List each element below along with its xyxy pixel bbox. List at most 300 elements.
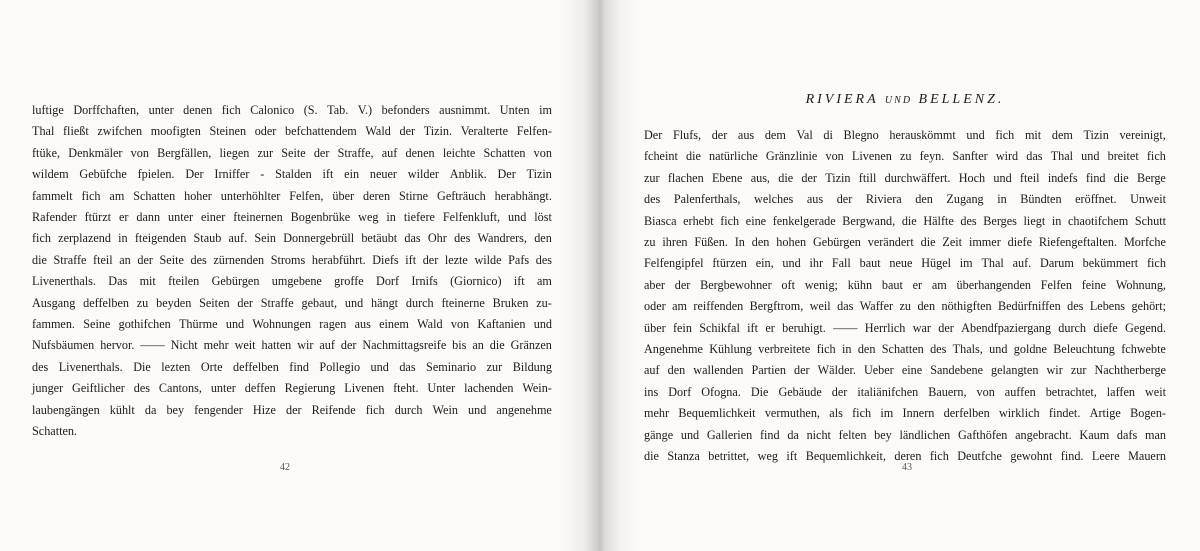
word: Gebürgen (211, 274, 260, 289)
text-line (644, 275, 1166, 296)
word: neue (889, 256, 913, 271)
word: des (190, 252, 207, 267)
word: aus (354, 317, 371, 332)
word: moofigten (150, 124, 201, 139)
word: auf. (228, 231, 248, 246)
word: Pafs (508, 252, 530, 267)
word: Bündten (1020, 192, 1062, 207)
word: betrachtet, (1045, 384, 1097, 399)
word: tiefere (403, 210, 435, 225)
word: auf. (1012, 256, 1032, 271)
word: einer (200, 210, 226, 225)
word: zur (486, 359, 503, 374)
word: herauskömmt (889, 128, 956, 142)
word: das (399, 359, 416, 374)
word: Kaum (1079, 427, 1110, 442)
word: herabführt. (311, 252, 366, 267)
word: Der (185, 167, 204, 182)
word: Irniffer (214, 167, 250, 182)
word: ftill (858, 170, 877, 185)
word: Der (497, 167, 516, 182)
word: Bruken (492, 295, 529, 310)
text-line (32, 314, 552, 335)
word: zu (644, 235, 656, 250)
word: ift (786, 449, 798, 464)
word: Riviera (865, 192, 902, 207)
word: fließt (63, 124, 89, 139)
word: von (450, 317, 470, 332)
word: oder (254, 124, 277, 139)
word: Thals, (952, 342, 983, 357)
word: indefs (1047, 170, 1078, 185)
word: italiänifchen (857, 384, 919, 399)
word: natürliche (709, 149, 758, 164)
word: die (901, 213, 917, 228)
word: aus (806, 192, 824, 207)
word: Reifende (311, 402, 356, 417)
word: Gebäude (778, 384, 822, 399)
word: Beleuchtung (1053, 342, 1115, 357)
word: zur (257, 145, 274, 160)
word: den (915, 192, 933, 207)
word: unter (148, 103, 174, 117)
word: Tizin. (423, 124, 453, 139)
text-line (644, 168, 1166, 189)
word: Ofogna. (701, 384, 741, 399)
word: in (997, 192, 1007, 207)
word: den (917, 299, 936, 314)
text-line (644, 146, 1166, 167)
word: Stroms (270, 252, 306, 267)
word: baut (881, 277, 903, 292)
word: Hoch (958, 170, 986, 185)
word: Wohnung, (1115, 277, 1166, 292)
word: Felfen, (289, 188, 324, 203)
text-line (32, 186, 552, 207)
word: hervor. (100, 338, 135, 353)
text-line (32, 378, 552, 399)
word: angenehme (496, 402, 552, 417)
word: beruhigt. (782, 320, 826, 335)
word: an (119, 252, 131, 267)
word: Straffe (53, 252, 87, 267)
word: mehr (644, 406, 670, 421)
word: beyden (156, 295, 192, 310)
word: und (468, 402, 487, 417)
text-line (32, 293, 552, 314)
word: vermuthen, (764, 406, 820, 421)
word: diefe (1007, 235, 1033, 250)
word: Ueber (863, 363, 894, 378)
word: ftürzt (84, 210, 112, 225)
word: fteht. (393, 381, 419, 396)
word: und (993, 170, 1012, 185)
word: zu (899, 299, 912, 314)
word: nöthigften (941, 299, 992, 314)
word: Val (796, 128, 813, 142)
word: ein, (755, 256, 774, 271)
word: von (130, 145, 149, 160)
word: findet. (1048, 406, 1081, 421)
word: zwifchen (97, 124, 143, 139)
heading-part: UND (884, 95, 913, 106)
word: fteinerne (441, 295, 485, 310)
word: junger (32, 381, 64, 396)
word: flachen (667, 170, 704, 185)
word: Donnergebrüll (283, 231, 355, 246)
word: denen (405, 145, 435, 160)
text-line (32, 400, 552, 421)
word: des (133, 381, 150, 396)
word: überhangenden (956, 277, 1031, 292)
word: zu (899, 149, 912, 164)
word: Regierung (284, 381, 336, 396)
word: Pollegio (319, 359, 361, 374)
word: erhebt (683, 213, 714, 228)
word: Herrlich (864, 320, 906, 335)
word: gehört; (1131, 299, 1166, 314)
word: den (857, 342, 876, 357)
word: bey (166, 402, 185, 417)
word: Berges (983, 213, 1017, 228)
word: fammen. (32, 317, 75, 332)
word: Thal (32, 124, 55, 139)
word: feyn. (919, 149, 945, 164)
word: ragen (319, 317, 347, 332)
word: deffen (244, 381, 276, 396)
word: die (489, 338, 505, 353)
word: der (399, 124, 416, 139)
word: wir (297, 338, 314, 353)
word: Gränzen (510, 338, 552, 353)
word: hängt (370, 295, 399, 310)
word: aus (737, 128, 755, 142)
word: Ebene (711, 170, 743, 185)
word: Seite (159, 252, 184, 267)
word: des (32, 359, 49, 374)
word: fich (929, 449, 949, 464)
word: der (237, 295, 253, 310)
text-line (644, 253, 1166, 274)
word: wird (995, 149, 1019, 164)
word: fteil (1019, 170, 1040, 185)
word: Kühlung (709, 342, 752, 357)
word: eine (901, 363, 923, 378)
word: der (674, 277, 691, 292)
word: Biasca (644, 213, 677, 228)
word: Schatten (483, 145, 526, 160)
word: oder (644, 299, 666, 314)
word: auf (381, 145, 398, 160)
word: goldne (1013, 342, 1047, 357)
word: Felfenkluft, (442, 210, 501, 225)
word: und (989, 342, 1008, 357)
word: das (1026, 149, 1043, 164)
word: am (109, 188, 125, 203)
word: Innern (902, 406, 935, 421)
word: und (680, 427, 700, 442)
word: diefe (1093, 320, 1118, 335)
word: Abendfpaziergang (961, 320, 1051, 335)
word: Tizin (825, 170, 851, 185)
word: aus, (750, 170, 770, 185)
word: find (289, 359, 309, 374)
word: Calonico (250, 103, 295, 117)
word: Dorf (376, 274, 400, 289)
word: breitet (1107, 149, 1139, 164)
word: herabhängt. (494, 188, 552, 203)
text-line (644, 211, 1166, 232)
word: ihr (809, 256, 824, 271)
word: Unten (499, 103, 530, 117)
word: und (782, 256, 801, 271)
word: wenig; (804, 277, 838, 292)
word: Seminario (426, 359, 477, 374)
word: an (472, 338, 484, 353)
word: Geiftlicher (72, 381, 125, 396)
word: Schatten (881, 342, 924, 357)
word: den (751, 235, 770, 250)
word: kühn (847, 277, 873, 292)
word: der (137, 252, 153, 267)
text-line (644, 403, 1166, 424)
word: als (829, 406, 843, 421)
word: Denkmäler (68, 145, 123, 160)
word: des (535, 252, 552, 267)
word: bey (874, 427, 892, 442)
word: weil (809, 299, 831, 314)
word: weg (757, 449, 778, 464)
word: Zugang (946, 192, 984, 207)
word: er (765, 320, 775, 335)
word: Seiten (199, 295, 230, 310)
word: wallenden (693, 363, 744, 378)
word: die (32, 252, 47, 267)
word: betäubt (361, 231, 398, 246)
word: er (118, 210, 129, 225)
word: derfelben (943, 406, 990, 421)
text-line (644, 339, 1166, 360)
word: zürnenden (213, 252, 265, 267)
word: Flufs, (672, 128, 702, 142)
word: da (787, 427, 799, 442)
word: den (534, 231, 552, 246)
word: hohen (776, 235, 807, 250)
word: Nachmittagsreife (362, 338, 447, 353)
word: umgebene (271, 274, 322, 289)
word: Der (644, 128, 663, 142)
word: dem (1051, 128, 1073, 142)
word: Orte (200, 359, 223, 374)
right-page-body (644, 125, 1166, 468)
word: auf (319, 338, 335, 353)
word: Bergfällen, (157, 145, 212, 160)
word: wildem (32, 167, 69, 182)
word: Staub (193, 231, 222, 246)
word: Unweit (1130, 192, 1166, 207)
word: von (976, 384, 995, 399)
word: Kaftanien (477, 317, 526, 332)
word: Gallerien (706, 427, 753, 442)
word: Dorf (668, 384, 692, 399)
word: Wohnungen (252, 317, 311, 332)
word: dem (764, 128, 786, 142)
word: wilde (474, 252, 502, 267)
word: der (801, 170, 817, 185)
word: und (533, 317, 552, 332)
word: unterhöhlter (220, 188, 281, 203)
word: fchwebte (1121, 342, 1166, 357)
word: Tizin (526, 167, 552, 182)
word: mit (139, 274, 156, 289)
word: Stanza (667, 449, 700, 464)
word: bekümmert (1082, 256, 1139, 271)
word: reiffenden (693, 299, 744, 314)
word: Hügel (921, 256, 951, 271)
word: am (537, 274, 552, 289)
word: ift (747, 320, 759, 335)
word: Stalden (275, 167, 312, 182)
word: Schikfal (699, 320, 740, 335)
word: der (836, 192, 853, 207)
word: gebaut, (301, 295, 338, 310)
word: im (880, 406, 894, 421)
text-line (644, 360, 1166, 381)
word: fteilen (168, 274, 200, 289)
word: Tizin (1083, 128, 1109, 142)
word: man (1144, 427, 1166, 442)
word: Riefengeftalten. (1038, 235, 1118, 250)
word: war (912, 320, 931, 335)
word: Bauern, (928, 384, 967, 399)
word: fteigenden (134, 231, 187, 246)
word: (S. (303, 103, 318, 117)
text-line (32, 207, 552, 228)
word: Berge (1136, 170, 1166, 185)
word: Seite (281, 145, 306, 160)
word: über (332, 188, 355, 203)
word: fammelt (32, 188, 73, 203)
word: fcheint (644, 149, 678, 164)
word: unter (210, 381, 236, 396)
word: des (454, 231, 471, 246)
word: die (1113, 170, 1129, 185)
word: - (260, 167, 265, 182)
text-line (32, 250, 552, 271)
word: der (422, 252, 439, 267)
word: angebracht. (1015, 427, 1072, 442)
word: Mauern (1128, 449, 1166, 464)
word: neuer (369, 167, 397, 182)
word: ihren (662, 235, 688, 250)
word: dann (136, 210, 161, 225)
word: liegt (1023, 213, 1046, 228)
word: und (225, 317, 245, 332)
book-gutter-shadow (560, 0, 640, 551)
word: Irnifs (411, 274, 438, 289)
word: Sein (254, 231, 277, 246)
word: Sanfter (952, 149, 988, 164)
word: find (1085, 170, 1106, 185)
word: Livenen (851, 149, 892, 164)
word: fich (995, 128, 1015, 142)
word: da (144, 402, 157, 417)
word: mit (1024, 128, 1042, 142)
text-line (644, 425, 1166, 446)
word: di (823, 128, 833, 142)
text-line (32, 100, 552, 121)
left-page-body (32, 100, 552, 443)
word: Darum (1040, 256, 1074, 271)
word: Bergftrom, (749, 299, 804, 314)
text-line (644, 296, 1166, 317)
word: verändert (867, 235, 914, 250)
word: Wald (365, 124, 391, 139)
word: löst (534, 210, 552, 225)
word: denen (183, 103, 213, 117)
word: Ohr (427, 231, 447, 246)
word: Bergwand, (842, 213, 896, 228)
word: den (667, 363, 686, 378)
word: lezten (161, 359, 191, 374)
word: ein (344, 167, 360, 182)
word: aber (644, 277, 665, 292)
word: fich (816, 342, 836, 357)
word: fich (32, 231, 51, 246)
word: der (313, 145, 330, 160)
word: Schatten (133, 188, 176, 203)
word: ins (644, 384, 659, 399)
word: fich (1146, 149, 1166, 164)
word: Livenen (344, 381, 385, 396)
word: fein (672, 320, 692, 335)
word: Sandebene (930, 363, 983, 378)
word: des (644, 192, 661, 207)
word: ftüke, (32, 145, 61, 160)
word: ländlichen (899, 427, 951, 442)
word: laffen (1106, 384, 1135, 399)
word: in (386, 210, 396, 225)
word: Thal (981, 256, 1004, 271)
word: —— (833, 320, 858, 335)
word: Das (108, 274, 128, 289)
word: Rafender (32, 210, 77, 225)
word: Bequemlichkeit (678, 406, 756, 421)
text-line: Schatten. (32, 424, 78, 439)
word: auf (644, 363, 660, 378)
word: des (1067, 299, 1084, 314)
word: in (1051, 213, 1062, 228)
word: nicht (806, 427, 831, 442)
word: der (831, 384, 848, 399)
word: Livenerthals. (32, 274, 96, 289)
word: in (841, 342, 852, 357)
word: Cantons, (158, 381, 202, 396)
word: die (778, 170, 794, 185)
word: und (508, 210, 527, 225)
word: deren (894, 449, 922, 464)
word: fich (1146, 256, 1166, 271)
word: chaotifchem (1067, 213, 1129, 228)
word: Morfche (1123, 235, 1166, 250)
word: Felfen (1040, 277, 1072, 292)
word: einem (379, 317, 409, 332)
word: Wald (417, 317, 443, 332)
word: und (1081, 149, 1100, 164)
word: durch (1058, 320, 1087, 335)
word: der (711, 128, 728, 142)
word: Bogenbrüke (290, 210, 351, 225)
